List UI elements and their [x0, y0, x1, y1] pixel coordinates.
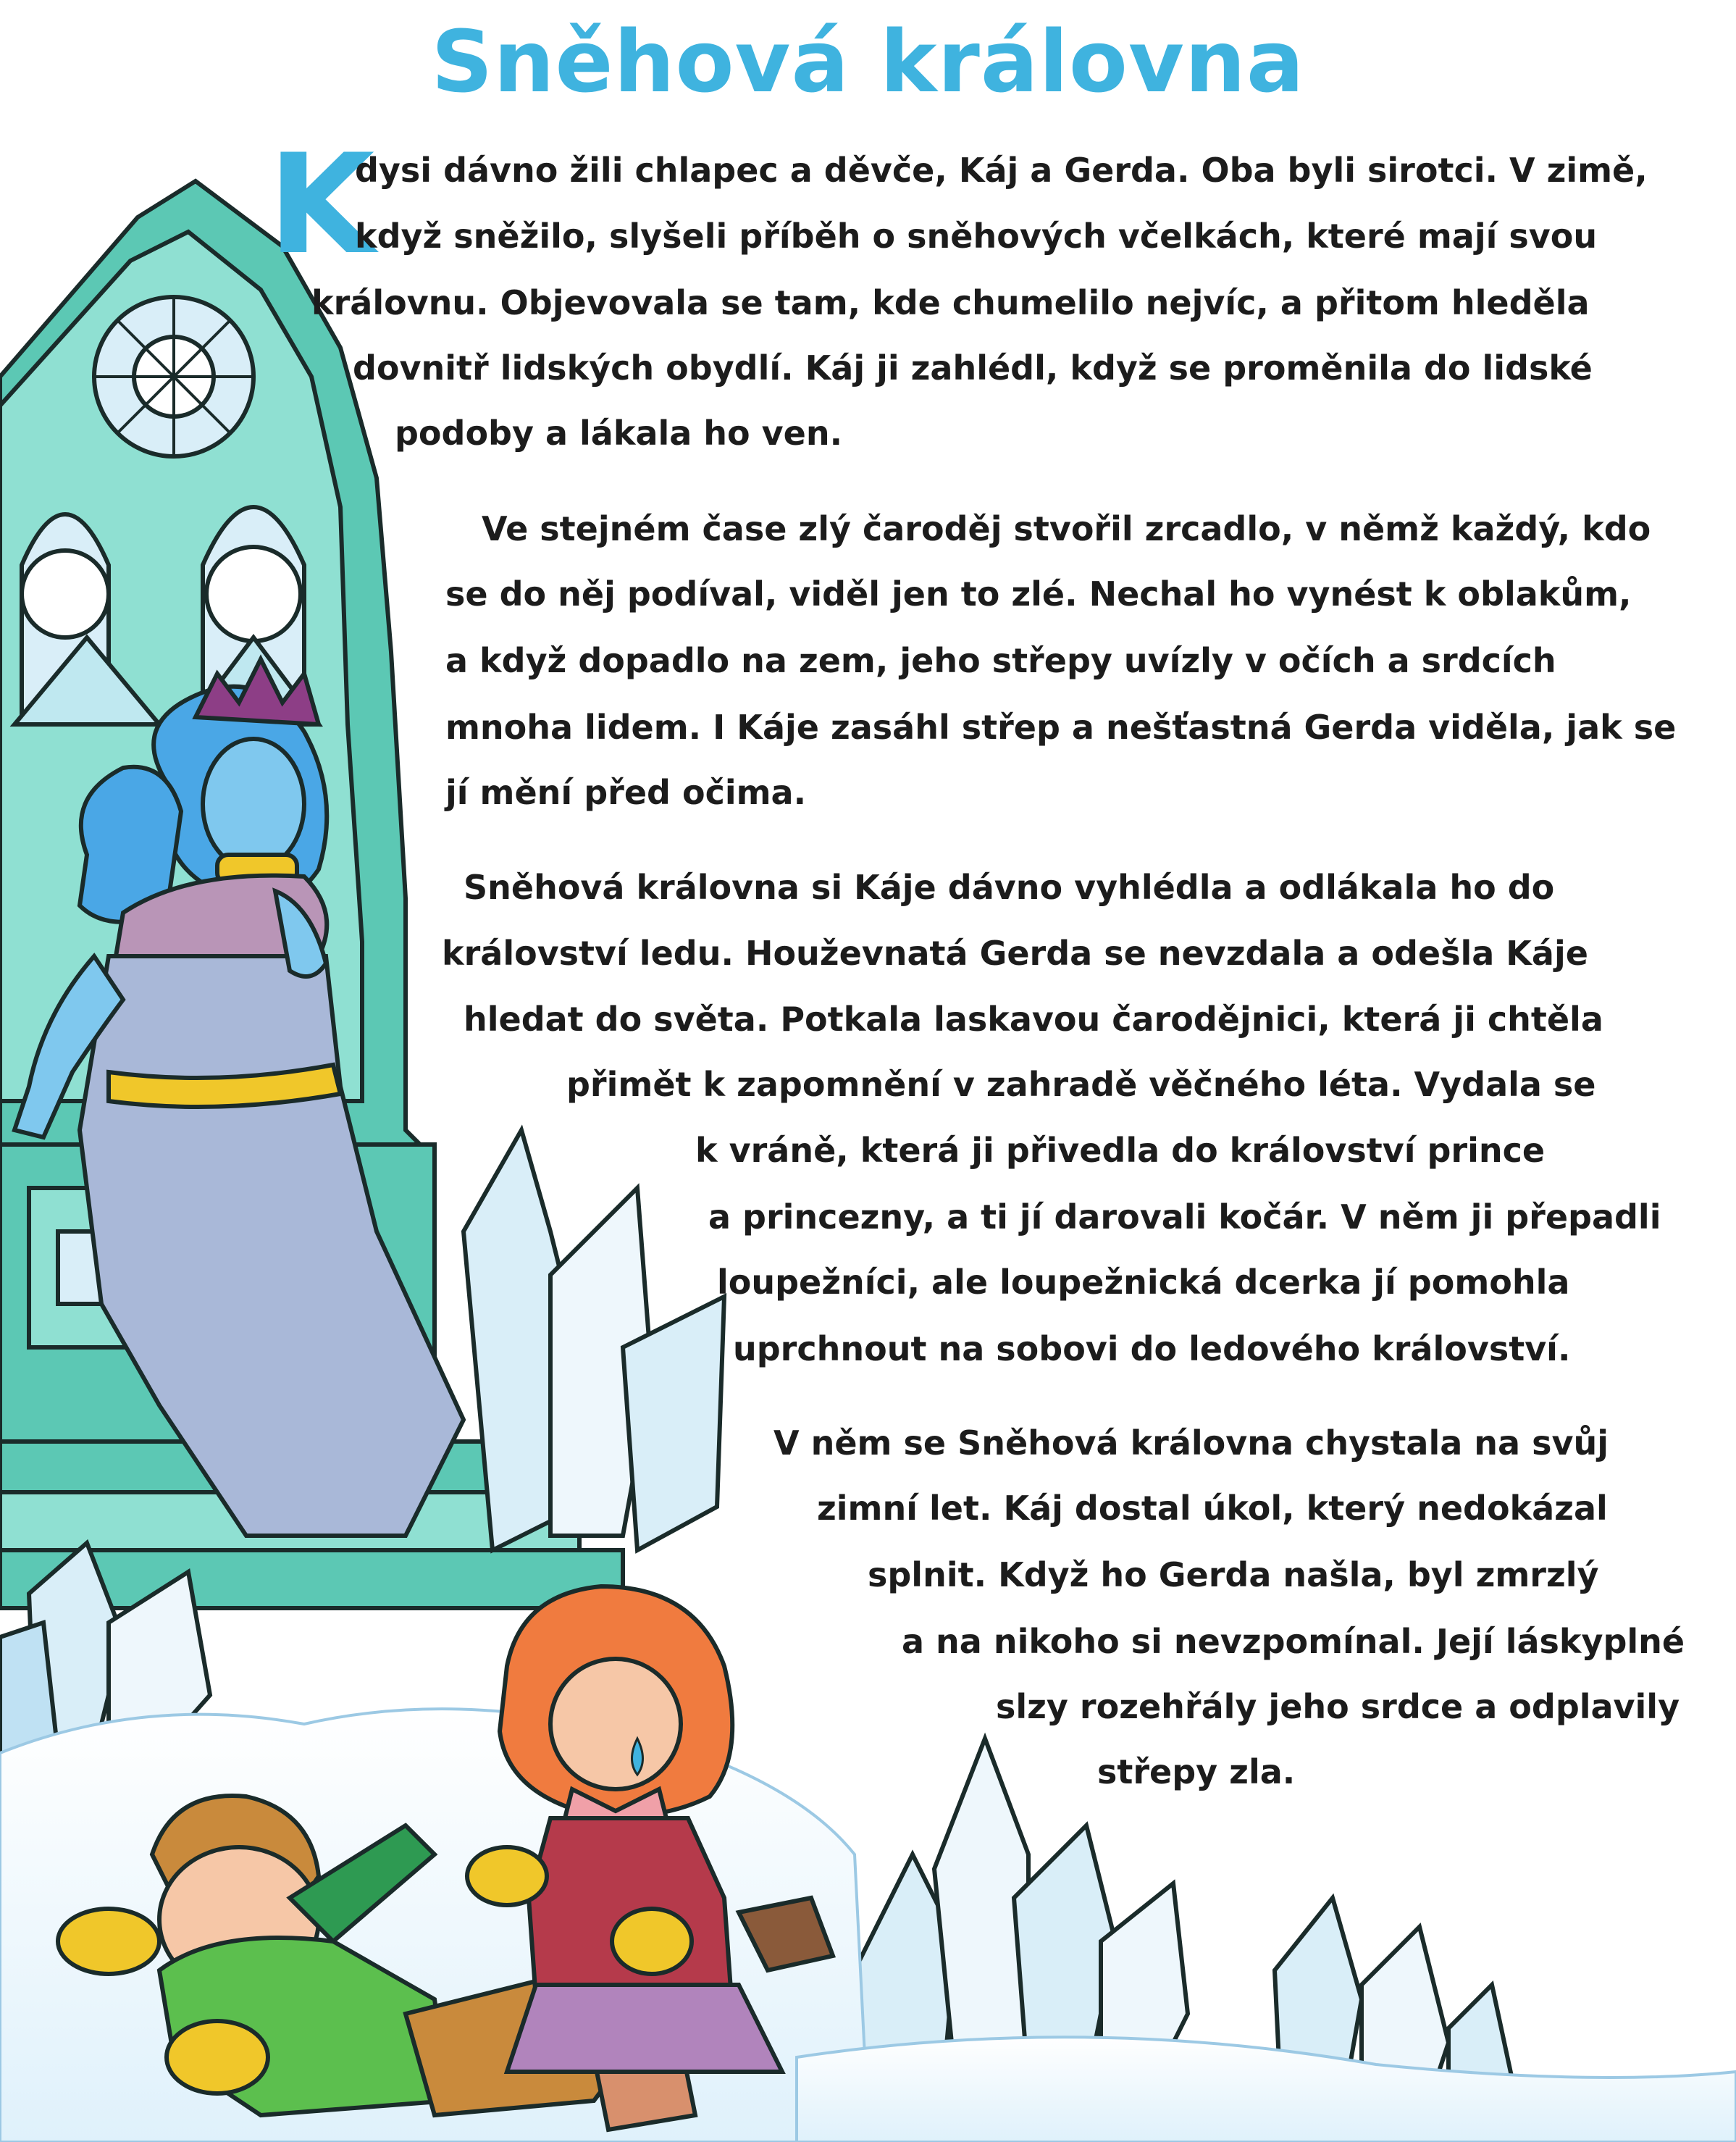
story-line: mnoha lidem. I Káje zasáhl střep a nešťastná Gerda viděla, jak se: [445, 708, 1677, 747]
story-line: loupežníci, ale loupežnická dcerka jí pomohla: [717, 1263, 1570, 1302]
story-line: Sněhová královna si Káje dávno vyhlédla a odlákala ho do: [464, 868, 1555, 907]
story-line: zimní let. Káj dostal úkol, který nedokázal: [817, 1489, 1608, 1528]
story-line: jí mění před očima.: [445, 773, 807, 812]
story-line: královnu. Objevovala se tam, kde chumelilo nejvíc, a přitom hleděla: [311, 283, 1590, 322]
story-line: dovnitř lidských obydlí. Káj ji zahlédl, když se proměnila do lidské: [353, 348, 1593, 388]
story-line: splnit. Když ho Gerda našla, byl zmrzlý: [868, 1555, 1599, 1594]
story-line: a když dopadlo na zem, jeho střepy uvízly v očích a srdcích: [445, 641, 1556, 680]
story-line: k vráně, která ji přivedla do království prince: [695, 1131, 1546, 1170]
story-line: hledat do světa. Potkala laskavou čarodějnici, která ji chtěla: [464, 1000, 1603, 1039]
story-line: Ve stejném čase zlý čaroděj stvořil zrcadlo, v němž každý, kdo: [482, 509, 1651, 548]
drop-cap-letter: K: [268, 125, 375, 285]
story-line: když sněžilo, slyšeli příběh o sněhových včelkách, které mají svou: [355, 217, 1598, 256]
story-line: střepy zla.: [1097, 1752, 1296, 1791]
story-line: V něm se Sněhová královna chystala na svůj: [773, 1423, 1609, 1463]
story-line: dysi dávno žili chlapec a děvče, Káj a Gerda. Oba byli sirotci. V zimě,: [355, 151, 1648, 190]
story-line: království ledu. Houževnatá Gerda se nevzdala a odešla Káje: [442, 934, 1588, 973]
story-line: se do něj podíval, viděl jen to zlé. Nechal ho vynést k oblakům,: [445, 574, 1632, 614]
story-line: uprchnout na sobovi do ledového království.: [733, 1329, 1571, 1368]
story-line: slzy rozehřály jeho srdce a odplavily: [996, 1687, 1680, 1726]
story-line: přimět k zapomnění v zahradě věčného léta. Vydala se: [566, 1065, 1596, 1104]
story-line: a princezny, a ti jí darovali kočár. V něm ji přepadli: [708, 1197, 1661, 1237]
story-line: a na nikoho si nevzpomínal. Její láskyplné: [902, 1622, 1685, 1661]
story-line: podoby a lákala ho ven.: [395, 414, 843, 453]
page-title: Sněhová královna: [431, 12, 1305, 112]
